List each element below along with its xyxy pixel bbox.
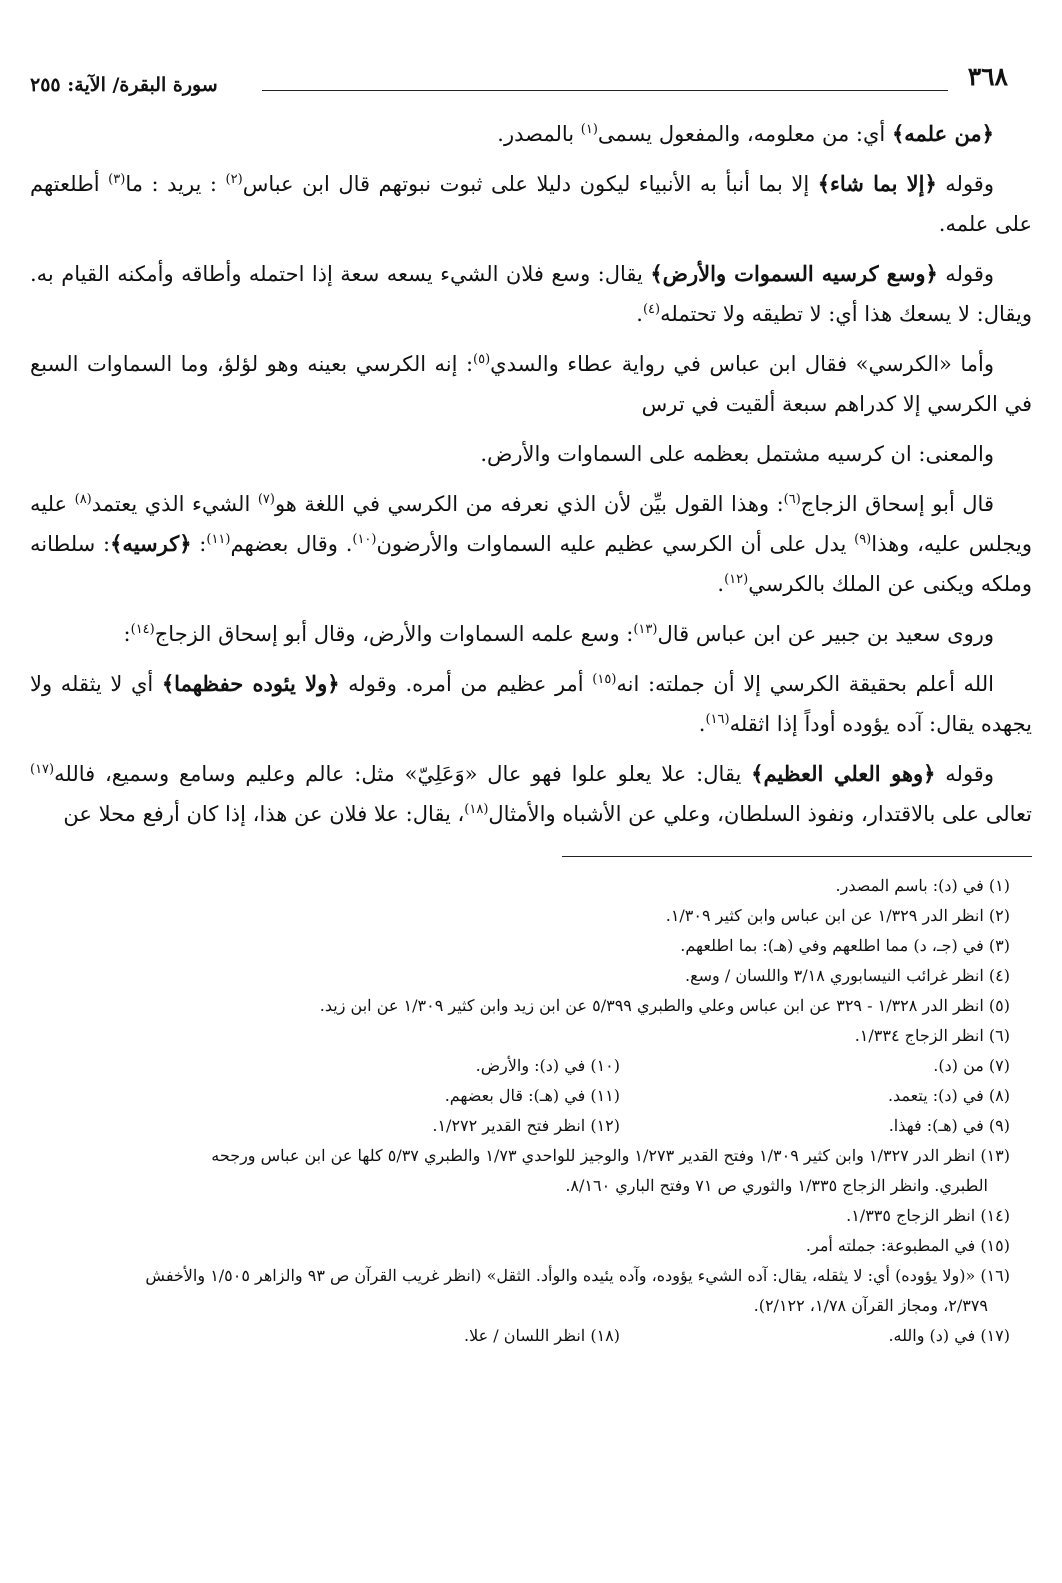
footnote: (١٥) في المطبوعة: جملته أمر.: [805, 1236, 1010, 1255]
footnote-separator: [562, 856, 1032, 857]
running-title: سورة البقرة/ الآية: ٢٥٥: [30, 74, 218, 96]
footnote: (١٨) انظر اللسان / علا.: [464, 1326, 620, 1345]
footnote: (١٢) انظر فتح القدير ١/٢٧٢.: [432, 1116, 620, 1135]
footnote-row: [30, 1081, 1010, 1111]
footnote-continuation: الطبري. وانظر الزجاج ١/٣٣٥ والثوري ص ٧١ وفتح الباري ٨/١٦٠.: [565, 1176, 988, 1195]
footnote-row: [30, 1051, 1010, 1081]
page-number: ٣٦٨: [967, 62, 1008, 91]
footnote-row: [30, 1321, 1010, 1351]
paragraph: وقوله ﴿وهو العلي العظيم﴾ يقال: علا يعلو علوا فهو عال «وَعَلِيّ» مثل: عالم وعليم وسامع وسميع، فالله$^{(١٧)}$ تعالى على بالاقتدار، ونفوذ السلطان، وعلي عن الأشباه والأمثال$^{(١٨)}$، يقال: علا فلان عن هذا، إذا كان أرفع محلا عن: [30, 761, 1032, 826]
paragraph: وقوله ﴿إلا بما شاء﴾ إلا بما أنبأ به الأنبياء ليكون دليلا على ثبوت نبوتهم قال ابن عباس$^{(٢)}$ : يريد : ما$^{(٣)}$ أطلعتهم على علمه.: [30, 171, 1032, 236]
footnote: (١٣) انظر الدر ١/٣٢٧ وابن كثير ١/٣٠٩ وفتح القدير ١/٢٧٣ والوجيز للواحدي ١/٧٣ والطبري ٥/٣٧ كلها عن ابن عباس ورجحه: [211, 1146, 1010, 1165]
footnote-continuation: ٢/٣٧٩، ومجاز القرآن ١/٧٨، ٢/١٢٢).: [753, 1296, 988, 1315]
paragraph: وأما «الكرسي» فقال ابن عباس في رواية عطاء والسدي$^{(٥)}$: إنه الكرسي بعينه وهو لؤلؤ، وما السماوات السبع في الكرسي إلا كدراهم سبعة ألقيت في ترس: [30, 352, 1032, 416]
footnote: (١٦) «(ولا يؤوده) أي: لا يثقله، يقال: آده الشيء يؤوده، وآده يئيده والوأد. الثقل» (انظر غريب القرآن ص ٩٣ والزاهر ١/٥٠٥ والأخفش: [145, 1266, 1010, 1285]
footnotes: [30, 871, 1032, 1351]
footnote: (٨) في (د): يتعمد.: [887, 1086, 1010, 1105]
footnote-row: [30, 1111, 1010, 1141]
footnote: (٦) انظر الزجاج ١/٣٣٤.: [854, 1026, 1010, 1045]
paragraph: الله أعلم بحقيقة الكرسي إلا أن جملته: انه$^{(١٥)}$ أمر عظيم من أمره. وقوله ﴿ولا يئوده حفظهما﴾ أي لا يثقله ولا يجهده يقال: آده يؤوده أوداً إذا اثقله$^{(١٦)}$.: [30, 671, 1032, 736]
paragraph: وروى سعيد بن جبير عن ابن عباس قال$^{(١٣)}$: وسع علمه السماوات والأرض، وقال أبو إسحاق الزجاج$^{(١٤)}$:: [123, 622, 994, 646]
footnote: (١١) في (هـ): قال بعضهم.: [444, 1086, 620, 1105]
paragraph: ﴿من علمه﴾ أي: من معلومه، والمفعول يسمى$^{(١)}$ بالمصدر.: [497, 121, 994, 146]
footnote: (١٠) في (د): والأرض.: [475, 1056, 620, 1075]
footnote: (٢) انظر الدر ١/٣٢٩ عن ابن عباس وابن كثير ١/٣٠٩.: [665, 906, 1010, 925]
paragraph: وقوله ﴿وسع كرسيه السموات والأرض﴾ يقال: وسع فلان الشيء يسعه سعة إذا احتمله وأطاقه وأمكنه القيام به. ويقال: لا يسعك هذا أي: لا تطيقه ولا تحتمله$^{(٤)}$.: [30, 261, 1032, 326]
footnote: (٥) انظر الدر ١/٣٢٨ - ٣٢٩ عن ابن عباس وعلي والطبري ٥/٣٩٩ عن ابن زيد وابن كثير ١/٣٠٩ عن ابن زيد.: [319, 996, 1010, 1015]
paragraph: قال أبو إسحاق الزجاج$^{(٦)}$: وهذا القول بيِّن لأن الذي نعرفه من الكرسي في اللغة هو$^{(٧)}$ الشيء الذي يعتمد$^{(٨)}$ عليه ويجلس عليه، وهذا$^{(٩)}$ يدل على أن الكرسي عظيم عليه السماوات والأرضون$^{(١٠)}$. وقال بعضهم$^{(١١)}$: ﴿كرسيه﴾: سلطانه وملكه ويكنى عن الملك بالكرسي$^{(١٢)}$.: [30, 492, 1032, 596]
paragraph: والمعنى: ان كرسيه مشتمل بعظمه على السماوات والأرض.: [480, 442, 994, 466]
footnote: (١٤) انظر الزجاج ١/٣٣٥.: [846, 1206, 1010, 1225]
footnote: (١) في (د): باسم المصدر.: [835, 876, 1010, 895]
footnote: (١٧) في (د) والله.: [888, 1326, 1010, 1345]
footnote: (٣) في (جـ، د) مما اطلعهم وفي (هـ): بما اطلعهم.: [680, 936, 1010, 955]
page-header: [30, 62, 1032, 106]
main-text: [30, 114, 1032, 834]
footnote: (٧) من (د).: [933, 1056, 1010, 1075]
footnote: (٤) انظر غرائب النيسابوري ٣/١٨ واللسان / وسع.: [685, 966, 1010, 985]
header-rule: [262, 90, 948, 91]
footnote: (٩) في (هـ): فهذا.: [888, 1116, 1010, 1135]
